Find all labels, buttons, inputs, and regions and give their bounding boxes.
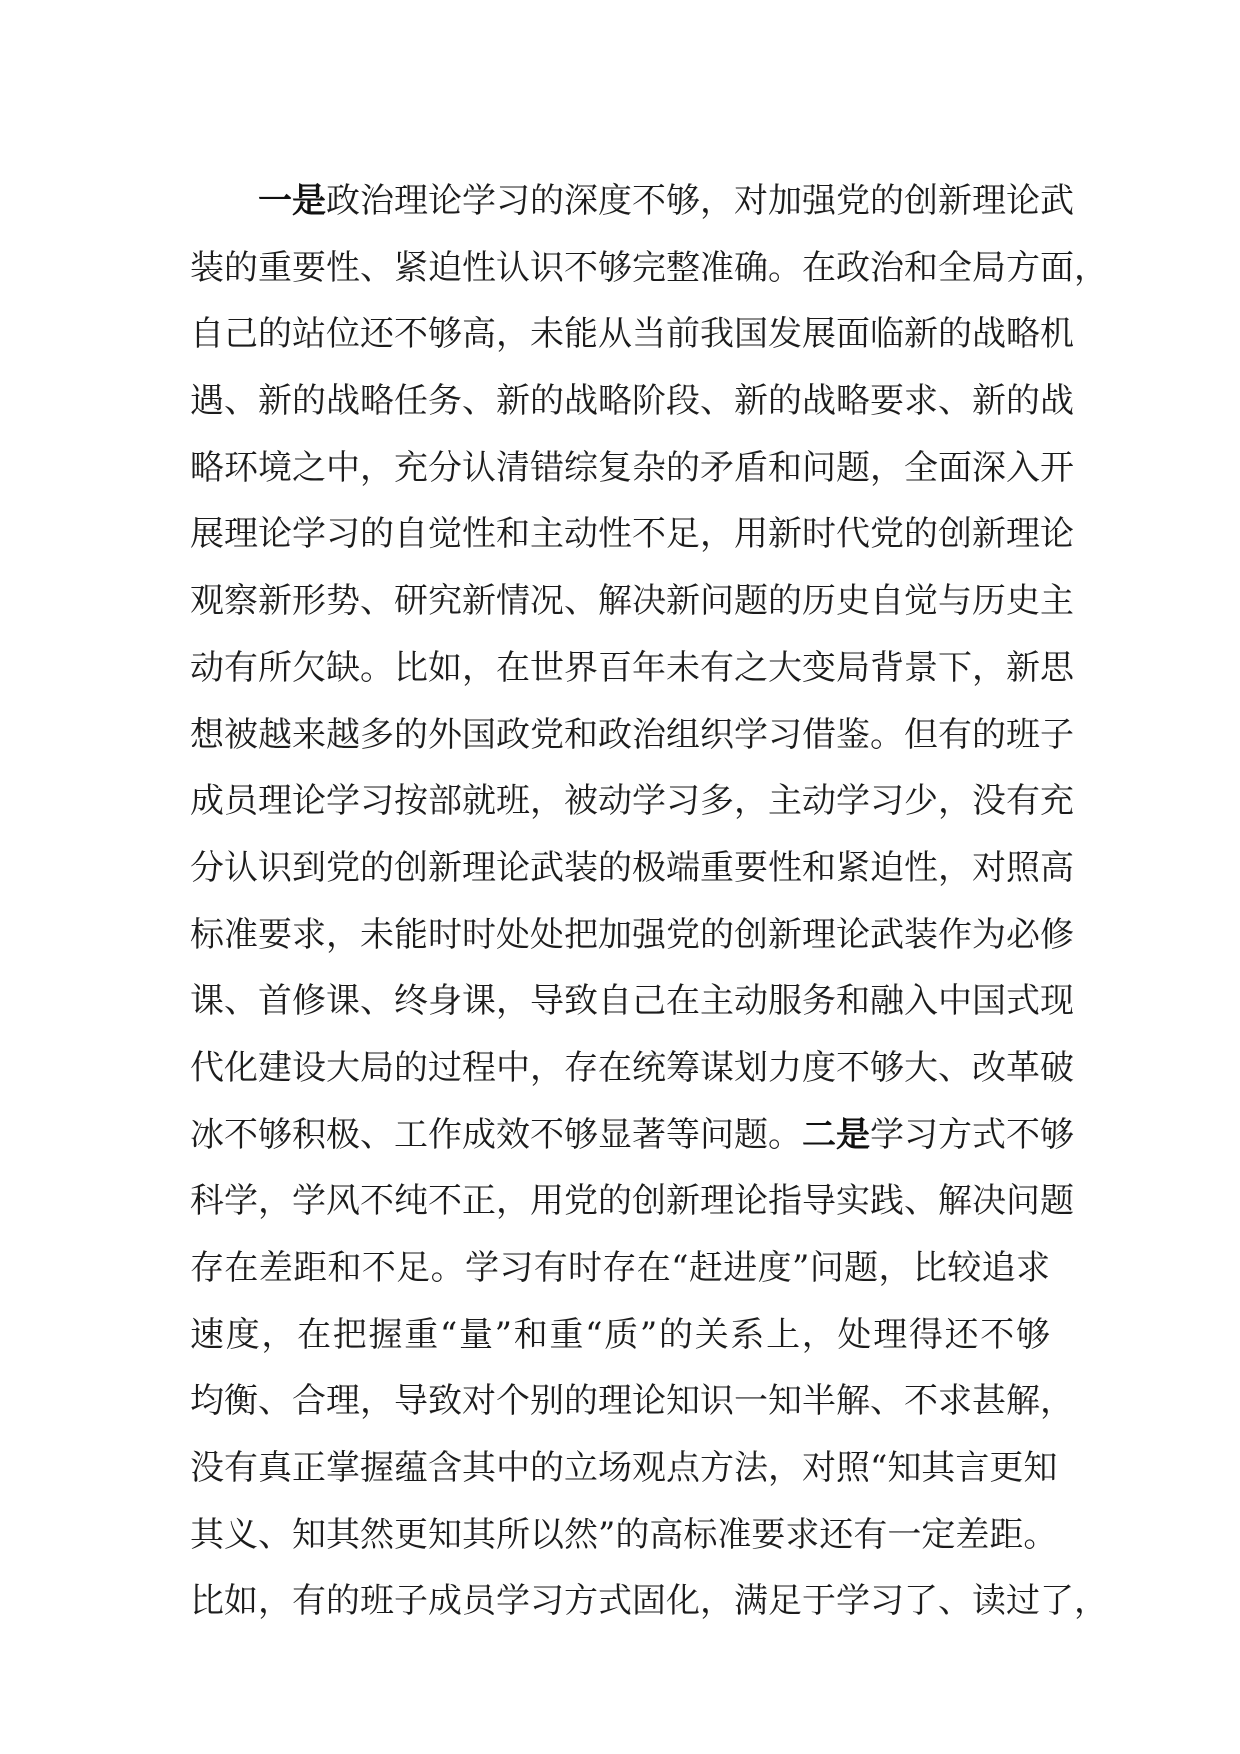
text-line [190, 435, 1074, 502]
text-line [190, 1368, 1074, 1435]
text-line [190, 1568, 1108, 1635]
line-text: 均衡、合理，导致对个别的理论知识一知半解、不求甚解， [190, 1381, 1074, 1422]
line-text: 展理论学习的自觉性和主动性不足，用新时代党的创新理论 [190, 514, 1074, 555]
text-line [190, 301, 1074, 368]
text-line [190, 1235, 1050, 1302]
line-text: 自己的站位还不够高，未能从当前我国发展面临新的战略机 [190, 314, 1074, 355]
line-text: 动有所欠缺。比如，在世界百年未有之大变局背景下，新思 [190, 647, 1074, 688]
text-line [190, 1435, 1058, 1502]
text-line [190, 1102, 1074, 1169]
line-text: 其义、知其然更知其所以然”的高标准要求还有一定差距。 [190, 1514, 1058, 1555]
line-text-tail: 学习方式不够 [870, 1114, 1074, 1155]
line-text: 代化建设大局的过程中，存在统筹谋划力度不够大、改革破 [190, 1047, 1074, 1088]
line-text: 观察新形势、研究新情况、解决新问题的历史自觉与历史主 [190, 581, 1074, 622]
text-line [190, 768, 1074, 835]
text-line [190, 968, 1074, 1035]
text-line [190, 702, 1074, 769]
line-text: 速度，在把握重“量”和重“质”的关系上，处理得还不够 [190, 1314, 1050, 1355]
line-text: 没有真正掌握蕴含其中的立场观点方法，对照“知其言更知 [190, 1448, 1058, 1489]
text-line [190, 635, 1074, 702]
line-text: 想被越来越多的外国政党和政治组织学习借鉴。但有的班子 [190, 714, 1074, 755]
line-text: 装的重要性、紧迫性认识不够完整准确。在政治和全局方面， [190, 247, 1108, 288]
line-text: 政治理论学习的深度不够，对加强党的创新理论武 [326, 181, 1074, 221]
text-line [190, 1302, 1050, 1369]
document-body [190, 168, 1108, 1635]
line-text: 标准要求，未能时时处处把加强党的创新理论武装作为必修 [190, 914, 1074, 955]
line-text: 科学，学风不纯不正，用党的创新理论指导实践、解决问题 [190, 1181, 1074, 1222]
text-line [190, 501, 1074, 568]
text-line [190, 368, 1074, 435]
line-text: 遇、新的战略任务、新的战略阶段、新的战略要求、新的战 [190, 381, 1074, 422]
text-line [190, 168, 1074, 235]
bold-lead: 一是 [258, 181, 326, 221]
line-text: 课、首修课、终身课，导致自己在主动服务和融入中国式现 [190, 981, 1074, 1022]
bold-lead: 二是 [802, 1114, 870, 1155]
line-text: 略环境之中，充分认清错综复杂的矛盾和问题，全面深入开 [190, 447, 1074, 488]
line-text: 分认识到党的创新理论武装的极端重要性和紧迫性，对照高 [190, 847, 1074, 888]
text-line [190, 235, 1108, 302]
line-text: 存在差距和不足。学习有时存在“赶进度”问题，比较追求 [190, 1248, 1050, 1288]
line-text: 冰不够积极、工作成效不够显著等问题。 [190, 1114, 802, 1155]
text-line [190, 568, 1074, 635]
line-text: 比如，有的班子成员学习方式固化，满足于学习了、读过了， [190, 1581, 1108, 1622]
text-line [190, 1502, 1058, 1569]
text-line [190, 835, 1074, 902]
text-line [190, 902, 1074, 969]
line-text: 成员理论学习按部就班，被动学习多，主动学习少，没有充 [190, 781, 1074, 822]
text-line [190, 1168, 1074, 1235]
text-line [190, 1035, 1074, 1102]
